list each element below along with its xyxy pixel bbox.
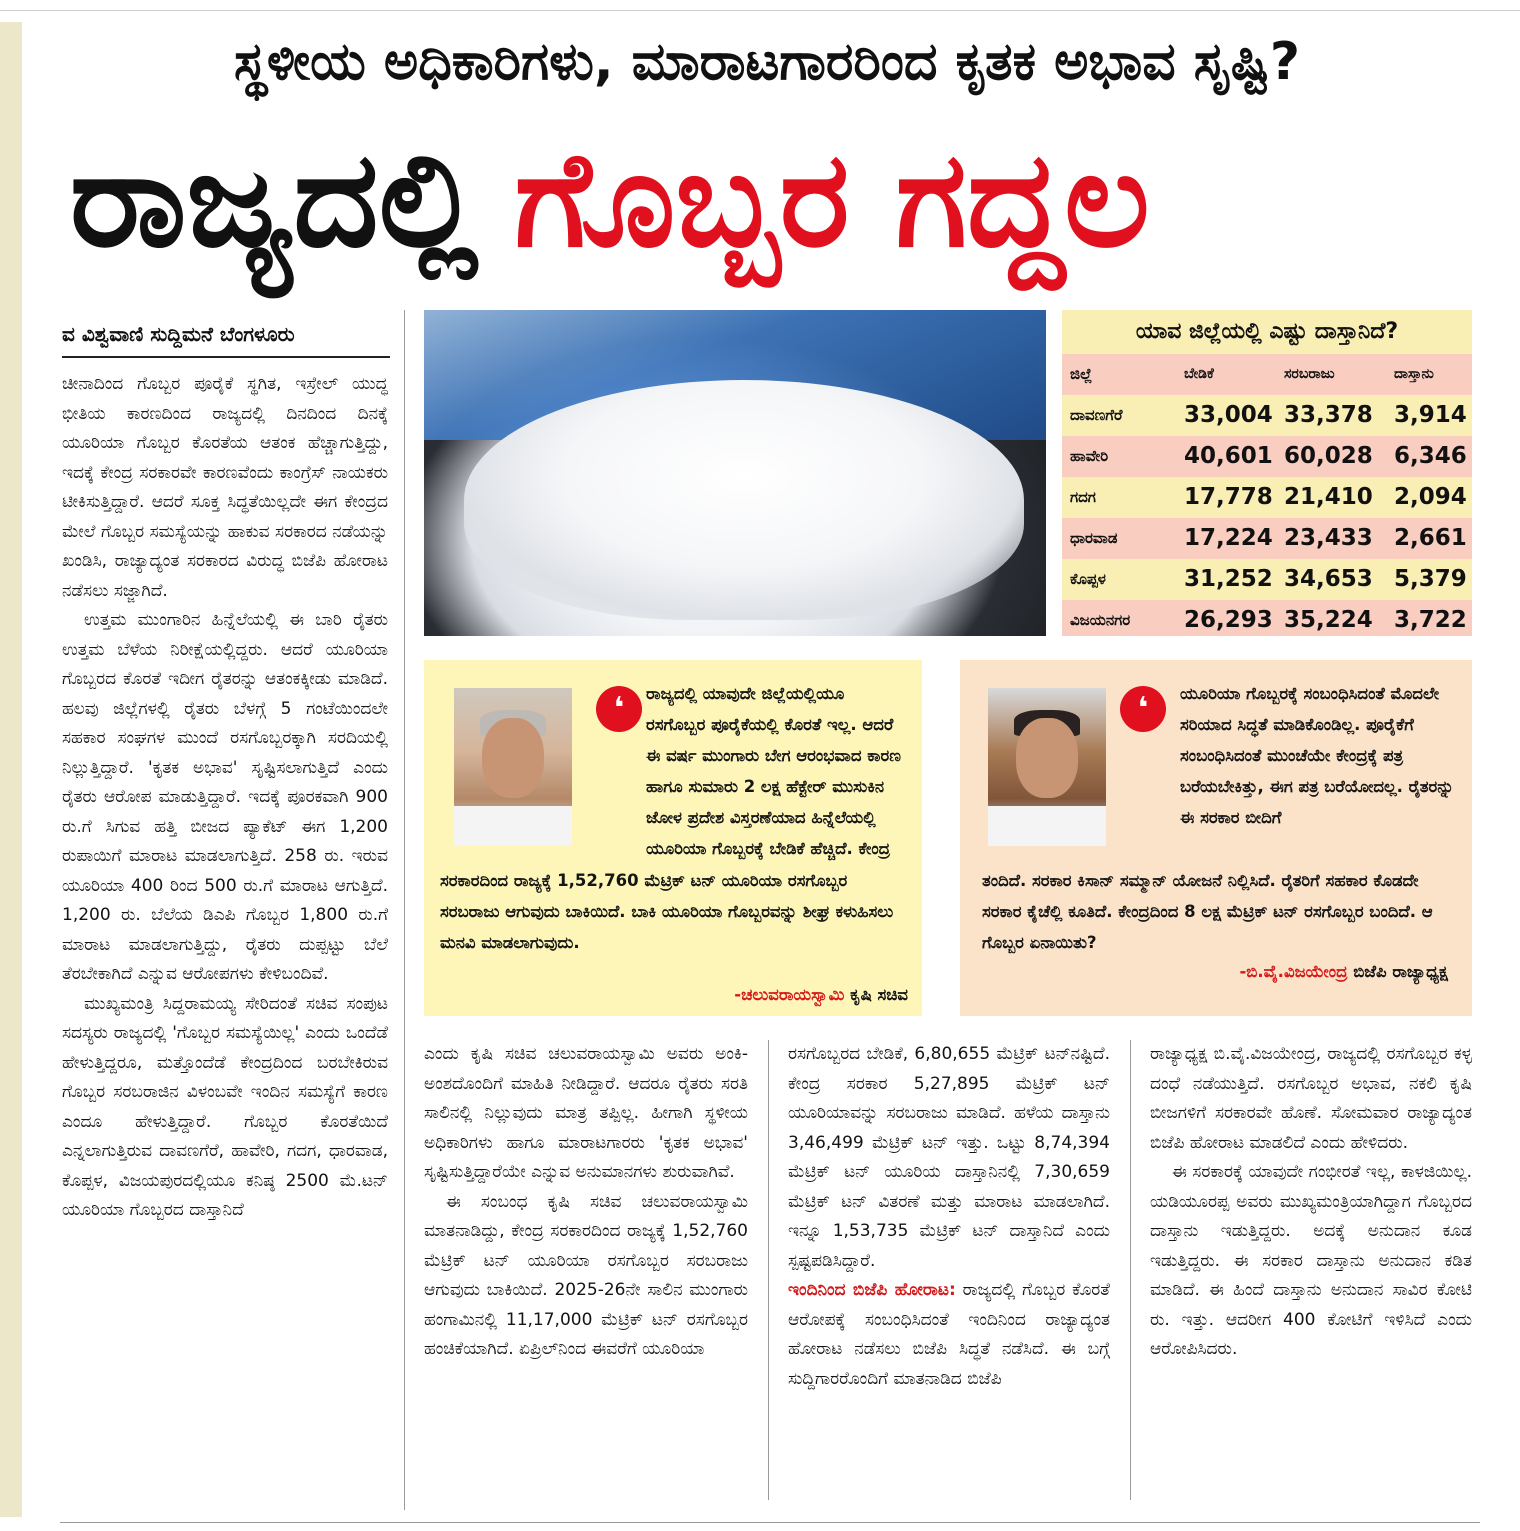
quote-mark-icon: ❛ <box>596 686 642 732</box>
table-cell: 21,410 <box>1284 484 1373 510</box>
quote-text-bottom: ಸರಕಾರದಿಂದ ರಾಜ್ಯಕ್ಕೆ 1,52,760 ಮೆಟ್ರಿಕ್ ಟನ್ ಯೂರಿಯಾ ರಸಗೊಬ್ಬರ ಸರಬರಾಜು ಆಗುವುದು ಬಾಕಿಯಿದೆ. ಬಾಕಿ ಯೂರಿಯಾ ಗೊಬ್ಬರವನ್ನು ಶೀಘ್ರ ಕಳುಹಿಸಲು ಮನವಿ ಮಾಡಲಾಗುವುದು. <box>440 871 894 952</box>
urea-granules-shape <box>464 380 1024 620</box>
portrait-face-shape <box>1016 718 1078 798</box>
bottom-rule <box>60 1522 1480 1523</box>
table-header-cell: ದಾಸ್ತಾನು <box>1394 366 1434 382</box>
subhead-paragraph-text: ರಾಜ್ಯದಲ್ಲಿ ಗೊಬ್ಬರ ಕೊರತೆ ಆರೋಪಕ್ಕೆ ಸಂಬಂಧಿಸಿದಂತೆ ಇಂದಿನಿಂದ ರಾಜ್ಯಾದ್ಯಂತ ಹೋರಾಟ ನಡೆಸಲು ಬಿಜೆಪಿ ಸಿದ್ಧತೆ ನಡೆಸಿದೆ. ಈ ಬಗ್ಗೆ ಸುದ್ದಿಗಾರರೊಂದಿಗೆ ಮಾತನಾಡಿದ ಬಿಜೆಪಿ <box>788 1280 1110 1389</box>
quote-attribution-name: -ಚಲುವರಾಯಸ್ವಾಮಿ <box>734 985 845 1004</box>
bjp-president-quote-box <box>960 660 1472 1016</box>
column-divider <box>404 310 405 1510</box>
table-header-cell: ಬೇಡಿಕೆ <box>1184 366 1214 382</box>
table-cell: 60,028 <box>1284 443 1373 469</box>
table-row <box>1062 600 1472 636</box>
table-cell: 34,653 <box>1284 566 1373 592</box>
quote-text-top: ಯೂರಿಯಾ ಗೊಬ್ಬರಕ್ಕೆ ಸಂಬಂಧಿಸಿದಂತೆ ಮೊದಲೇ ಸರಿಯಾದ ಸಿದ್ಧತೆ ಮಾಡಿಕೊಂಡಿಲ್ಲ. ಪೂರೈಕೆಗೆ ಸಂಬಂಧಿಸಿದಂತೆ ಮುಂಚೆಯೇ ಕೇಂದ್ರಕ್ಕೆ ಪತ್ರ ಬರೆಯಬೇಕಿತ್ತು, ಈಗ ಪತ್ರ ಬರೆಯೋದಲ್ಲ. ರೈತರನ್ನು ಈ ಸರಕಾರ ಬೀದಿಗೆ <box>1180 684 1454 827</box>
table-cell: 31,252 <box>1184 566 1273 592</box>
byline-text: ವಿಶ್ವವಾಣಿ ಸುದ್ದಿಮನೆ ಬೆಂಗಳೂರು <box>81 322 295 346</box>
minister-quote-box <box>424 660 922 1016</box>
table-cell: ವಿಜಯನಗರ <box>1070 611 1131 629</box>
article-paragraph-with-subhead <box>788 1276 1110 1394</box>
article-column-3 <box>788 1040 1110 1500</box>
quote-text-top: ರಾಜ್ಯದಲ್ಲಿ ಯಾವುದೇ ಜಿಲ್ಲೆಯಲ್ಲಿಯೂ ರಸಗೊಬ್ಬರ ಪೂರೈಕೆಯಲ್ಲಿ ಕೊರತೆ ಇಲ್ಲ. ಆದರೆ ಈ ವರ್ಷ ಮುಂಗಾರು ಬೇಗ ಆರಂಭವಾದ ಕಾರಣ ಹಾಗೂ ಸುಮಾರು 2 ಲಕ್ಷ ಹೆಕ್ಟೇರ್ ಮುಸುಕಿನ ಜೋಳ ಪ್ರದೇಶ ವಿಸ್ತರಣೆಯಾದ ಹಿನ್ನೆಲೆಯಲ್ಲಿ ಯೂರಿಯಾ ಗೊಬ್ಬರಕ್ಕೆ ಬೇಡಿಕೆ ಹೆಚ್ಚಿದೆ. ಕೇಂದ್ರ <box>646 684 901 858</box>
table-cell: 26,293 <box>1184 607 1273 633</box>
portrait-face-shape <box>482 718 544 798</box>
portrait-shirt-shape <box>454 806 572 846</box>
portrait-shirt-shape <box>988 806 1106 846</box>
article-paragraph: ಚೀನಾದಿಂದ ಗೊಬ್ಬರ ಪೂರೈಕೆ ಸ್ಥಗಿತ, ಇಸ್ರೇಲ್ ಯುದ್ಧ ಭೀತಿಯ ಕಾರಣದಿಂದ ರಾಜ್ಯದಲ್ಲಿ ದಿನದಿಂದ ದಿನಕ್ಕೆ ಯೂರಿಯಾ ಗೊಬ್ಬರ ಕೊರತೆಯ ಆತಂಕ ಹೆಚ್ಚಾಗುತ್ತಿದ್ದು, ಇದಕ್ಕೆ ಕೇಂದ್ರ ಸರಕಾರವೇ ಕಾರಣವೆಂದು ಕಾಂಗ್ರೆಸ್ ನಾಯಕರು ಟೀಕಿಸುತ್ತಿದ್ದಾರೆ. ಆದರೆ ಸೂಕ್ತ ಸಿದ್ಧತೆಯಿಲ್ಲದೇ ಈಗ ಕೇಂದ್ರದ ಮೇಲೆ ಗೊಬ್ಬರ ಸಮಸ್ಯೆಯನ್ನು ಹಾಕುವ ಸರಕಾರದ ನಡೆಯನ್ನು ಖಂಡಿಸಿ, ರಾಜ್ಯಾದ್ಯಂತ ಸರಕಾರದ ವಿರುದ್ಧ ಬಿಜೆಪಿ ಹೋರಾಟ ನಡೆಸಲು ಸಜ್ಜಾಗಿದೆ. <box>62 374 388 601</box>
table-cell: 17,778 <box>1184 484 1273 510</box>
table-row <box>1062 436 1472 477</box>
column-divider <box>768 1040 769 1500</box>
byline <box>62 316 392 352</box>
table-cell: ಧಾರವಾಡ <box>1070 529 1118 547</box>
table-cell: 3,914 <box>1394 402 1467 428</box>
table-cell: ಗದಗ <box>1070 488 1096 506</box>
article-paragraph: ಎಂದು ಕೃಷಿ ಸಚಿವ ಚಲುವರಾಯಸ್ವಾಮಿ ಅವರು ಅಂಕಿ-ಅಂಶದೊಂದಿಗೆ ಮಾಹಿತಿ ನೀಡಿದ್ದಾರೆ. ಆದರೂ ರೈತರು ಸರತಿ ಸಾಲಿನಲ್ಲಿ ನಿಲ್ಲುವುದು ಮಾತ್ರ ತಪ್ಪಿಲ್ಲ. ಹೀಗಾಗಿ ಸ್ಥಳೀಯ ಅಧಿಕಾರಿಗಳು ಹಾಗೂ ಮಾರಾಟಗಾರರು 'ಕೃತಕ ಅಭಾವ' ಸೃಷ್ಟಿಸುತ್ತಿದ್ದಾರೆಯೇ ಎನ್ನುವ ಅನುಮಾನಗಳು ಶುರುವಾಗಿವೆ. <box>424 1044 748 1182</box>
byline-rule <box>62 356 390 358</box>
article-paragraph: ಈ ಸರಕಾರಕ್ಕೆ ಯಾವುದೇ ಗಂಭೀರತೆ ಇಲ್ಲ, ಕಾಳಜಿಯಿಲ್ಲ. ಯಡಿಯೂರಪ್ಪ ಅವರು ಮುಖ್ಯಮಂತ್ರಿಯಾಗಿದ್ದಾಗ ಗೊಬ್ಬರದ ದಾಸ್ತಾನು ಇಡುತ್ತಿದ್ದರು. ಅದಕ್ಕೆ ಅನುದಾನ ಕೂಡ ಇಡುತ್ತಿದ್ದರು. ಈ ಸರಕಾರ ದಾಸ್ತಾನು ಅನುದಾನ ಕಡಿತ ಮಾಡಿದೆ. ಈ ಹಿಂದೆ ದಾಸ್ತಾನು ಅನುದಾನ ಸಾವಿರ ಕೋಟಿ ರು. ಇತ್ತು. ಆದರೀಗ 400 ಕೋಟಿಗೆ ಇಳಿಸಿದೆ ಎಂದು ಆರೋಪಿಸಿದರು. <box>1150 1162 1472 1359</box>
quote-mark-icon: ❛ <box>1120 686 1166 732</box>
table-row <box>1062 395 1472 436</box>
minister-portrait <box>454 688 572 846</box>
page-margin-strip <box>0 22 22 1517</box>
quote-attribution-name: -ಬಿ.ವೈ.ವಿಜಯೇಂದ್ರ <box>1239 962 1348 981</box>
table-cell: 5,379 <box>1394 566 1467 592</box>
table-cell: 3,722 <box>1394 607 1467 633</box>
table-cell: ಹಾವೇರಿ <box>1070 447 1109 465</box>
table-cell: 17,224 <box>1184 525 1273 551</box>
article-paragraph: ಉತ್ತಮ ಮುಂಗಾರಿನ ಹಿನ್ನೆಲೆಯಲ್ಲಿ ಈ ಬಾರಿ ರೈತರು ಉತ್ತಮ ಬೆಳೆಯ ನಿರೀಕ್ಷೆಯಲ್ಲಿದ್ದರು. ಆದರೆ ಯೂರಿಯಾ ಗೊಬ್ಬರದ ಕೊರತೆ ಇದೀಗ ರೈತರನ್ನು ಆತಂಕಕ್ಕೀಡು ಮಾಡಿದೆ. ಹಲವು ಜಿಲ್ಲೆಗಳಲ್ಲಿ ರೈತರು ಬೆಳಗ್ಗೆ 5 ಗಂಟೆಯಿಂದಲೇ ಸಹಕಾರ ಸಂಘಗಳ ಮುಂದೆ ರಸಗೊಬ್ಬರಕ್ಕಾಗಿ ಸರದಿಯಲ್ಲಿ ನಿಲ್ಲುತ್ತಿದ್ದಾರೆ. 'ಕೃತಕ ಅಭಾವ' ಸೃಷ್ಟಿಸಲಾಗುತ್ತಿದೆ ಎಂದು ರೈತರು ಆರೋಪ ಮಾಡುತ್ತಿದ್ದಾರೆ. ಇದಕ್ಕೆ ಪೂರಕವಾಗಿ 900 ರು.ಗೆ ಸಿಗುವ ಹತ್ತಿ ಬೀಜದ ಪ್ಯಾಕೆಟ್ ಈಗ 1,200 ರುಪಾಯಿಗೆ ಮಾರಾಟ ಮಾಡಲಾಗುತ್ತಿದೆ. 258 ರು. ಇರುವ ಯೂರಿಯಾ 400 ರಿಂದ 500 ರು.ಗೆ ಮಾರಾಟ ಆಗುತ್ತಿದೆ. 1,200 ರು. ಬೆಲೆಯ ಡಿಎಪಿ ಗೊಬ್ಬರ 1,800 ರು.ಗೆ ಮಾರಾಟ ಮಾಡಲಾಗುತ್ತಿದ್ದು, ರೈತರು ದುಪ್ಪಟ್ಟು ಬೆಲೆ ತೆರಬೇಕಾಗಿದೆ ಎನ್ನುವ ಆರೋಪಗಳು ಕೇಳಿಬಂದಿವೆ. <box>62 610 388 984</box>
section-subhead: ಇಂದಿನಿಂದ ಬಿಜೆಪಿ ಹೋರಾಟ: <box>788 1280 956 1300</box>
article-paragraph: ಮುಖ್ಯಮಂತ್ರಿ ಸಿದ್ದರಾಮಯ್ಯ ಸೇರಿದಂತೆ ಸಚಿವ ಸಂಪುಟ ಸದಸ್ಯರು ರಾಜ್ಯದಲ್ಲಿ 'ಗೊಬ್ಬರ ಸಮಸ್ಯೆಯಿಲ್ಲ' ಎಂದು ಒಂದೆಡೆ ಹೇಳುತ್ತಿದ್ದರೂ, ಮತ್ತೊಂದೆಡೆ ಕೇಂದ್ರದಿಂದ ಬರಬೇಕಿರುವ ಗೊಬ್ಬರ ಸರಬರಾಜಿನ ವಿಳಂಬವೇ ಇಂದಿನ ಸಮಸ್ಯೆಗೆ ಕಾರಣ ಎಂದೂ ಹೇಳುತ್ತಿದ್ದಾರೆ. ಗೊಬ್ಬರ ಕೊರತೆಯಿದೆ ಎನ್ನಲಾಗುತ್ತಿರುವ ದಾವಣಗೆರೆ, ಹಾವೇರಿ, ಗದಗ, ಧಾರವಾಡ, ಕೊಪ್ಪಳ, ವಿಜಯಪುರದಲ್ಲಿಯೂ ಕನಿಷ್ಠ 2500 ಮೆ.ಟನ್ ಯೂರಿಯಾ ಗೊಬ್ಬರದ ದಾಸ್ತಾನಿದೆ <box>62 993 388 1220</box>
table-title: ಯಾವ ಜಿಲ್ಲೆಯಲ್ಲಿ ಎಷ್ಟು ದಾಸ್ತಾನಿದೆ? <box>1135 319 1399 344</box>
kicker-headline: ಸ್ಥಳೀಯ ಅಧಿಕಾರಿಗಳು, ಮಾರಾಟಗಾರರಿಂದ ಕೃತಕ ಅಭಾವ ಸೃಷ್ಟಿ? <box>233 32 1301 92</box>
column-divider <box>1130 1040 1131 1500</box>
quote-attribution <box>1239 957 1448 987</box>
top-rule <box>0 10 1520 11</box>
table-header-row <box>1062 354 1472 395</box>
district-stock-table <box>1062 310 1472 636</box>
table-cell: ದಾವಣಗೆರೆ <box>1070 406 1123 424</box>
table-cell: 35,224 <box>1284 607 1373 633</box>
table-header-cell: ಜಿಲ್ಲೆ <box>1070 365 1093 383</box>
quote-text-bottom: ತಂದಿದೆ. ಸರಕಾರ ಕಿಸಾನ್ ಸಮ್ಮಾನ್ ಯೋಜನೆ ನಿಲ್ಲಿಸಿದೆ. ರೈತರಿಗೆ ಸಹಕಾರ ಕೊಡದೇ ಸರಕಾರ ಕೈಚೆಲ್ಲಿ ಕೂತಿದೆ. ಕೇಂದ್ರದಿಂದ 8 ಲಕ್ಷ ಮೆಟ್ರಿಕ್ ಟನ್ ರಸಗೊಬ್ಬರ ಬಂದಿದೆ. ಆ ಗೊಬ್ಬರ ಏನಾಯಿತು? <box>982 871 1433 952</box>
table-cell: 33,004 <box>1184 402 1273 428</box>
table-row <box>1062 518 1472 559</box>
table-row <box>1062 477 1472 518</box>
main-headline <box>70 100 1480 300</box>
article-paragraph: ಈ ಸಂಬಂಧ ಕೃಷಿ ಸಚಿವ ಚಲುವರಾಯಸ್ವಾಮಿ ಮಾತನಾಡಿದ್ದು, ಕೇಂದ್ರ ಸರಕಾರದಿಂದ ರಾಜ್ಯಕ್ಕೆ 1,52,760 ಮೆಟ್ರಿಕ್ ಟನ್ ಯೂರಿಯಾ ರಸಗೊಬ್ಬರ ಸರಬರಾಜು ಆಗುವುದು ಬಾಕಿಯಿದೆ. 2025-26ನೇ ಸಾಲಿನ ಮುಂಗಾರು ಹಂಗಾಮಿನಲ್ಲಿ 11,17,000 ಮೆಟ್ರಿಕ್ ಟನ್ ರಸಗೊಬ್ಬರ ಹಂಚಿಕೆಯಾಗಿದೆ. ಏಪ್ರಿಲ್‌ನಿಂದ ಈವರೆಗೆ ಯೂರಿಯಾ <box>424 1191 748 1359</box>
headline-red-part: ಗೊಬ್ಬರ ಗದ್ದಲ <box>514 123 1150 277</box>
table-cell: 6,346 <box>1394 443 1467 469</box>
table-cell: 40,601 <box>1184 443 1273 469</box>
table-header-cell: ಸರಬರಾಜು <box>1284 366 1335 382</box>
article-column-2 <box>424 1040 748 1500</box>
table-row <box>1062 559 1472 600</box>
urea-pile-photo <box>424 310 1046 636</box>
quote-attribution-title: ಬಿಜೆಪಿ ರಾಜ್ಯಾಧ್ಯಕ್ಷ <box>1347 962 1448 981</box>
article-column-1 <box>62 370 388 1520</box>
byline-mark-icon: ವ <box>62 322 75 346</box>
table-cell: ಕೊಪ್ಪಳ <box>1070 570 1106 588</box>
table-cell: 23,433 <box>1284 525 1373 551</box>
table-cell: 33,378 <box>1284 402 1373 428</box>
table-cell: 2,094 <box>1394 484 1467 510</box>
table-cell: 2,661 <box>1394 525 1467 551</box>
article-paragraph: ರಾಜ್ಯಾಧ್ಯಕ್ಷ ಬಿ.ವೈ.ವಿಜಯೇಂದ್ರ, ರಾಜ್ಯದಲ್ಲಿ ರಸಗೊಬ್ಬರ ಕಳ್ಳ ದಂಧೆ ನಡೆಯುತ್ತಿದೆ. ರಸಗೊಬ್ಬರ ಅಭಾವ, ನಕಲಿ ಕೃಷಿ ಬೀಜಗಳಿಗೆ ಸರಕಾರವೇ ಹೊಣೆ. ಸೋಮವಾರ ರಾಜ್ಯಾದ್ಯಂತ ಬಿಜೆಪಿ ಹೋರಾಟ ಮಾಡಲಿದೆ ಎಂದು ಹೇಳಿದರು. <box>1150 1044 1472 1153</box>
headline-black-part: ರಾಜ್ಯದಲ್ಲಿ <box>70 123 479 277</box>
bjp-president-portrait <box>988 688 1106 846</box>
article-column-4 <box>1150 1040 1472 1500</box>
article-paragraph: ರಸಗೊಬ್ಬರದ ಬೇಡಿಕೆ, 6,80,655 ಮೆಟ್ರಿಕ್ ಟನ್‌ನಷ್ಟಿದೆ. ಕೇಂದ್ರ ಸರಕಾರ 5,27,895 ಮೆಟ್ರಿಕ್ ಟನ್ ಯೂರಿಯಾವನ್ನು ಸರಬರಾಜು ಮಾಡಿದೆ. ಹಳೆಯ ದಾಸ್ತಾನು 3,46,499 ಮೆಟ್ರಿಕ್ ಟನ್ ಇತ್ತು. ಒಟ್ಟು 8,74,394 ಮೆಟ್ರಿಕ್ ಟನ್ ಯೂರಿಯ ದಾಸ್ತಾನಿನಲ್ಲಿ 7,30,659 ಮೆಟ್ರಿಕ್ ಟನ್ ವಿತರಣೆ ಮತ್ತು ಮಾರಾಟ ಮಾಡಲಾಗಿದೆ. ಇನ್ನೂ 1,53,735 ಮೆಟ್ರಿಕ್ ಟನ್ ದಾಸ್ತಾನಿದೆ ಎಂದು ಸ್ಪಷ್ಟಪಡಿಸಿದ್ದಾರೆ. <box>788 1044 1110 1271</box>
quote-attribution-title: ಕೃಷಿ ಸಚಿವ <box>844 985 908 1004</box>
quote-attribution <box>734 980 908 1010</box>
